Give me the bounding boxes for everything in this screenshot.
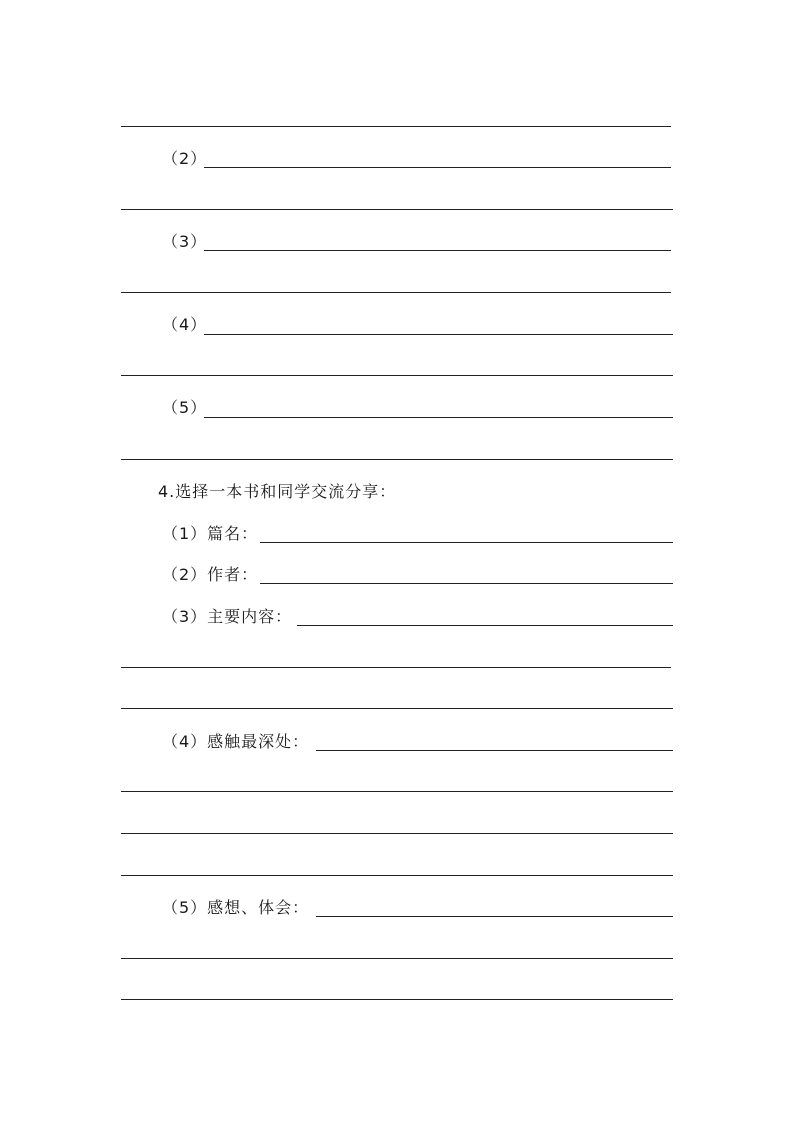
main-content-line-2[interactable] [121, 667, 671, 668]
blank-item-4-line[interactable] [204, 334, 673, 335]
feeling-line-1[interactable] [316, 916, 673, 917]
blank-item-5-line[interactable] [204, 417, 673, 418]
touching-label: （4）感触最深处： [162, 732, 310, 751]
blank-item-2-line[interactable] [204, 167, 671, 168]
blank-item-2-label: （2） [162, 149, 208, 168]
blank-item-3-label: （3） [162, 232, 208, 251]
feeling-line-3[interactable] [121, 999, 673, 1000]
answer-line-3b[interactable] [121, 292, 671, 293]
book-title-line[interactable] [260, 542, 673, 543]
touching-line-2[interactable] [121, 791, 673, 792]
answer-line-4b[interactable] [121, 375, 673, 376]
feeling-label: （5）感想、体会： [162, 898, 310, 917]
book-title-label: （1）篇名： [162, 524, 259, 543]
touching-line-3[interactable] [121, 833, 673, 834]
author-line[interactable] [260, 583, 673, 584]
main-content-line-1[interactable] [297, 625, 673, 626]
answer-line-5b[interactable] [121, 459, 673, 460]
main-content-label: （3）主要内容： [162, 607, 293, 626]
answer-line-2b[interactable] [121, 209, 673, 210]
answer-line-top [121, 126, 671, 127]
touching-line-4[interactable] [121, 875, 673, 876]
feeling-line-2[interactable] [121, 958, 673, 959]
question-4-title: 4.选择一本书和同学交流分享： [158, 482, 397, 501]
blank-item-5-label: （5） [162, 398, 208, 417]
touching-line-1[interactable] [316, 750, 673, 751]
author-label: （2）作者： [162, 565, 259, 584]
blank-item-4-label: （4） [162, 315, 208, 334]
main-content-line-3[interactable] [121, 708, 673, 709]
blank-item-3-line[interactable] [204, 250, 671, 251]
